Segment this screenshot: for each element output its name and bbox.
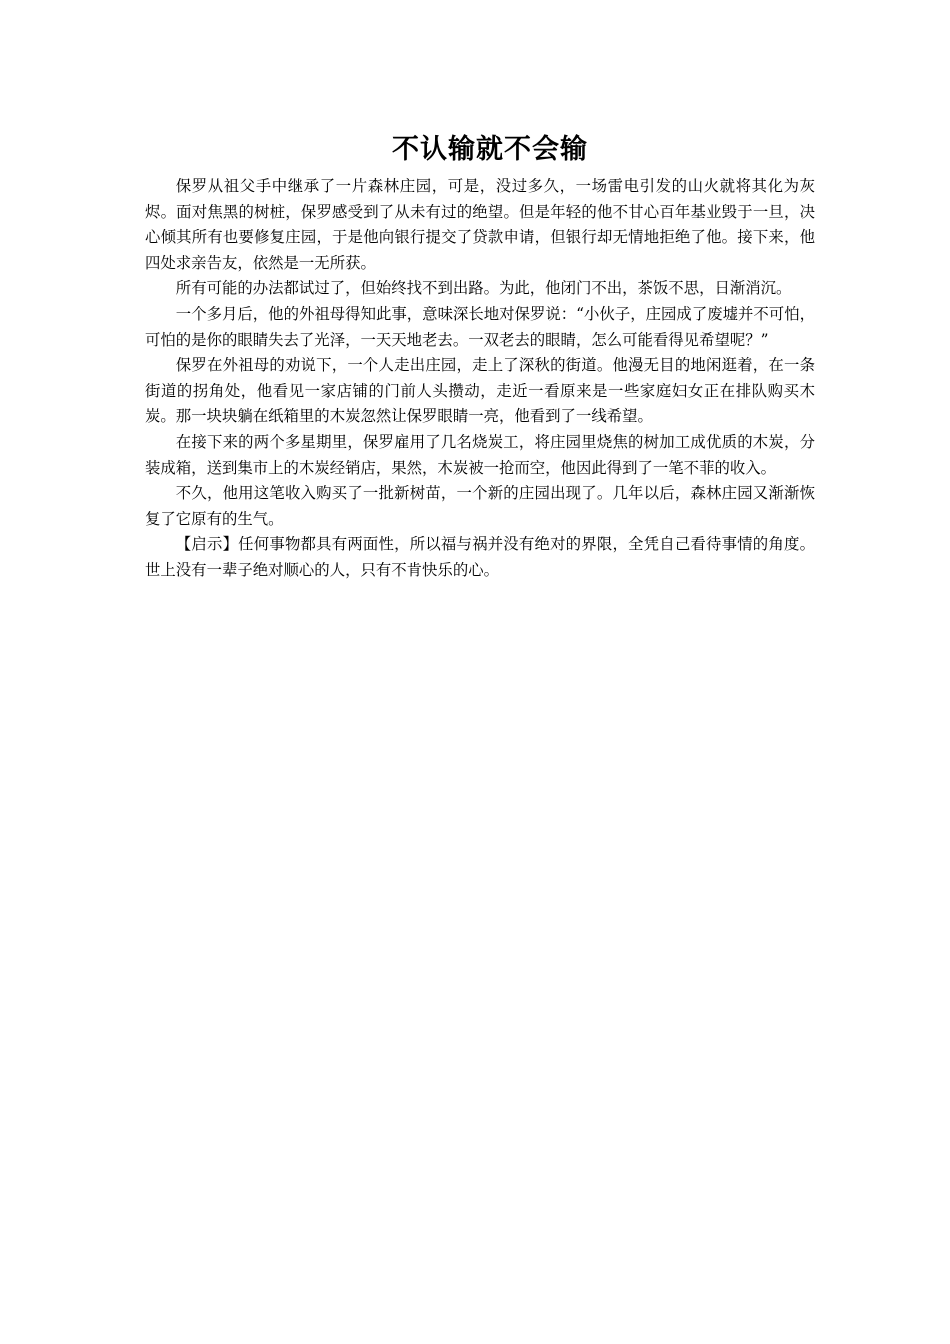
paragraph-4: 保罗在外祖母的劝说下，一个人走出庄园，走上了深秋的街道。他漫无目的地闲逛着，在一条街道的拐角处，他看见一家店铺的门前人头攒动，走近一看原来是一些家庭妇女正在排队购买木炭。那一块块躺在纸箱里的木炭忽然让保罗眼睛一亮，他看到了一线希望。 [145, 356, 815, 426]
paragraph-2: 所有可能的办法都试过了，但始终找不到出路。为此，他闭门不出，茶饭不思，日渐消沉。 [175, 279, 792, 298]
paragraph-5: 在接下来的两个多星期里，保罗雇用了几名烧炭工，将庄园里烧焦的树加工成优质的木炭，分装成箱，送到集市上的木炭经销店，果然，木炭被一抢而空，他因此得到了一笔不菲的收入。 [145, 432, 815, 477]
paragraph-1: 保罗从祖父手中继承了一片森林庄园，可是，没过多久，一场雷电引发的山火就将其化为灰烬。面对焦黑的树桩，保罗感受到了从未有过的绝望。但是年轻的他不甘心百年基业毁于一旦，决心倾其所有也要修复庄园，于是他向银行提交了贷款申请，但银行却无情地拒绝了他。接下来，他四处求亲告友，依然是一无所获。 [145, 177, 815, 272]
paragraph-moral: 【启示】任何事物都具有两面性，所以福与祸并没有绝对的界限，全凭自己看待事情的角度。世上没有一辈子绝对顺心的人，只有不肯快乐的心。 [145, 535, 815, 579]
document-body [145, 130, 815, 584]
paragraph-6: 不久，他用这笔收入购买了一批新树苗，一个新的庄园出现了。几年以后，森林庄园又渐渐恢复了它原有的生气。 [145, 484, 815, 528]
paragraph-3: 一个多月后，他的外祖母得知此事，意味深长地对保罗说：“小伙子，庄园成了废墟并不可怕，可怕的是你的眼睛失去了光泽，一天天地老去。一双老去的眼睛，怎么可能看得见希望呢？” [145, 304, 815, 349]
document-title: 不认输就不会输 [392, 134, 588, 165]
